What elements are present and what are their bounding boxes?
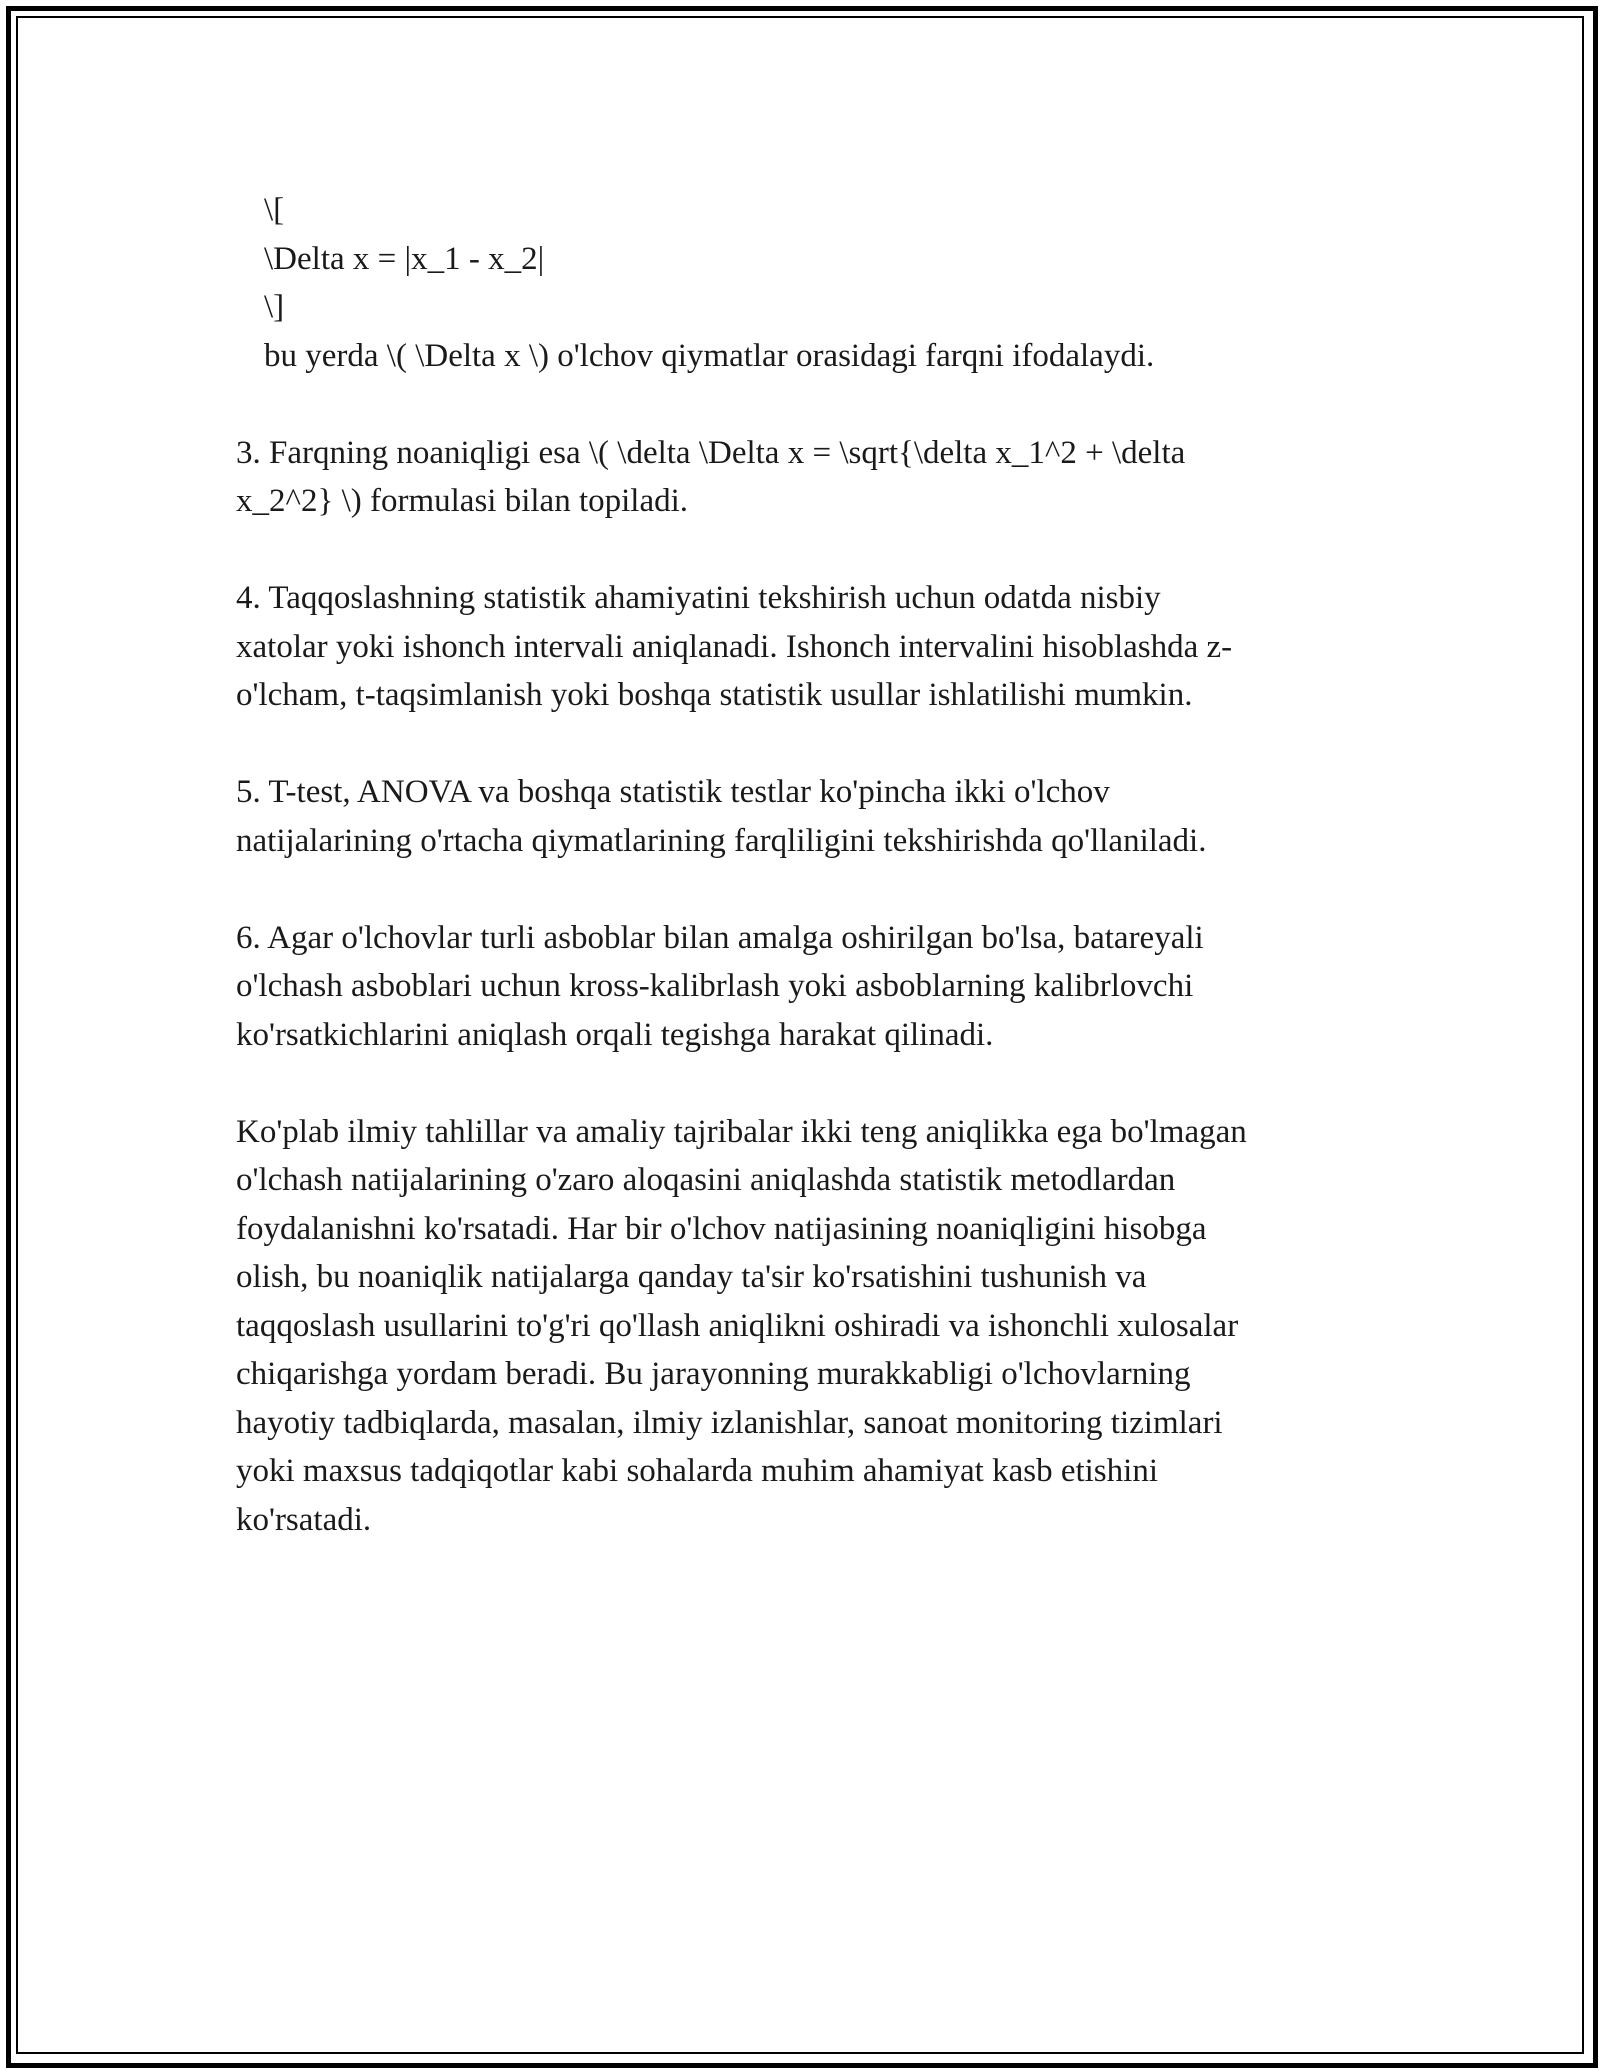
conclusion-line: taqqoslash usullarini to'g'ri qo'llash aniqlikni oshiradi va ishonchli xulosalar [236, 1307, 1239, 1344]
list-item-line: 6. Agar o'lchovlar turli asboblar bilan amalga oshirilgan bo'lsa, batareyali [236, 919, 1204, 956]
list-item-6 [236, 914, 1386, 1060]
conclusion-line: olish, bu noaniqlik natijalarga qanday ta'sir ko'rsatishini tushunish va [236, 1259, 1147, 1295]
conclusion-line: chiqarishga yordam beradi. Bu jarayonning murakkabligi o'lchovlarning [236, 1356, 1191, 1392]
conclusion-line: yoki maxsus tadqiqotlar kabi sohalarda muhim ahamiyat kasb etishini [236, 1453, 1158, 1489]
conclusion-line: ko'rsatadi. [236, 1501, 372, 1538]
conclusion-line: o'lchash natijalarining o'zaro aloqasini aniqlashda statistik metodlardan [236, 1162, 1176, 1198]
list-item-line: o'lchash asboblari uchun kross-kalibrlash yoki asboblarning kalibrlovchi [236, 968, 1194, 1004]
list-item-line: 4. Taqqoslashning statistik ahamiyatini tekshirish uchun odatda nisbiy [236, 580, 1161, 616]
list-item-line: 5. T-test, ANOVA va boshqa statistik testlar ko'pincha ikki o'lchov [236, 774, 1110, 810]
paragraph-gap [236, 720, 1386, 769]
list-item-line: o'lcham, t-taqsimlanish yoki boshqa statistik usullar ishlatilishi mumkin. [236, 677, 1193, 713]
conclusion-line: Ko'plab ilmiy tahlillar va amaliy tajribalar ikki teng aniqlikka ega bo'lmagan [236, 1113, 1247, 1150]
paragraph-gap [236, 865, 1386, 914]
formula-open: \[ [264, 192, 285, 228]
list-item-line: x_2^2} \) formulasi bilan topiladi. [236, 483, 689, 519]
formula-block [236, 186, 1386, 380]
formula-expression: \Delta x = |x_1 - x_2| [264, 240, 545, 277]
list-item-line: 3. Farqning noaniqligi esa \( \delta \Delta x = \sqrt{\delta x_1^2 + \delta [236, 434, 1186, 471]
paragraph-gap [236, 1059, 1386, 1108]
paragraph-gap [236, 380, 1386, 429]
list-item-line: natijalarining o'rtacha qiymatlarining farqliligini tekshirishda qo'llaniladi. [236, 822, 1207, 859]
list-item-3 [236, 429, 1386, 526]
conclusion-paragraph [236, 1108, 1386, 1545]
conclusion-line: foydalanishni ko'rsatadi. Har bir o'lchov natijasining noaniqligini hisobga [236, 1210, 1207, 1247]
paragraph-gap [236, 526, 1386, 575]
document-body [236, 186, 1386, 1544]
list-item-line: ko'rsatkichlarini aniqlash orqali tegishga harakat qilinadi. [236, 1016, 994, 1053]
list-item-4 [236, 574, 1386, 720]
conclusion-line: hayotiy tadbiqlarda, masalan, ilmiy izlanishlar, sanoat monitoring tizimlari [236, 1404, 1223, 1441]
formula-note: bu yerda \( \Delta x \) o'lchov qiymatlar orasidagi farqni ifodalaydi. [264, 337, 1155, 374]
list-item-line: xatolar yoki ishonch intervali aniqlanadi. Ishonch intervalini hisoblashda z- [236, 628, 1233, 665]
list-item-5 [236, 768, 1386, 865]
formula-close: \] [264, 289, 285, 325]
